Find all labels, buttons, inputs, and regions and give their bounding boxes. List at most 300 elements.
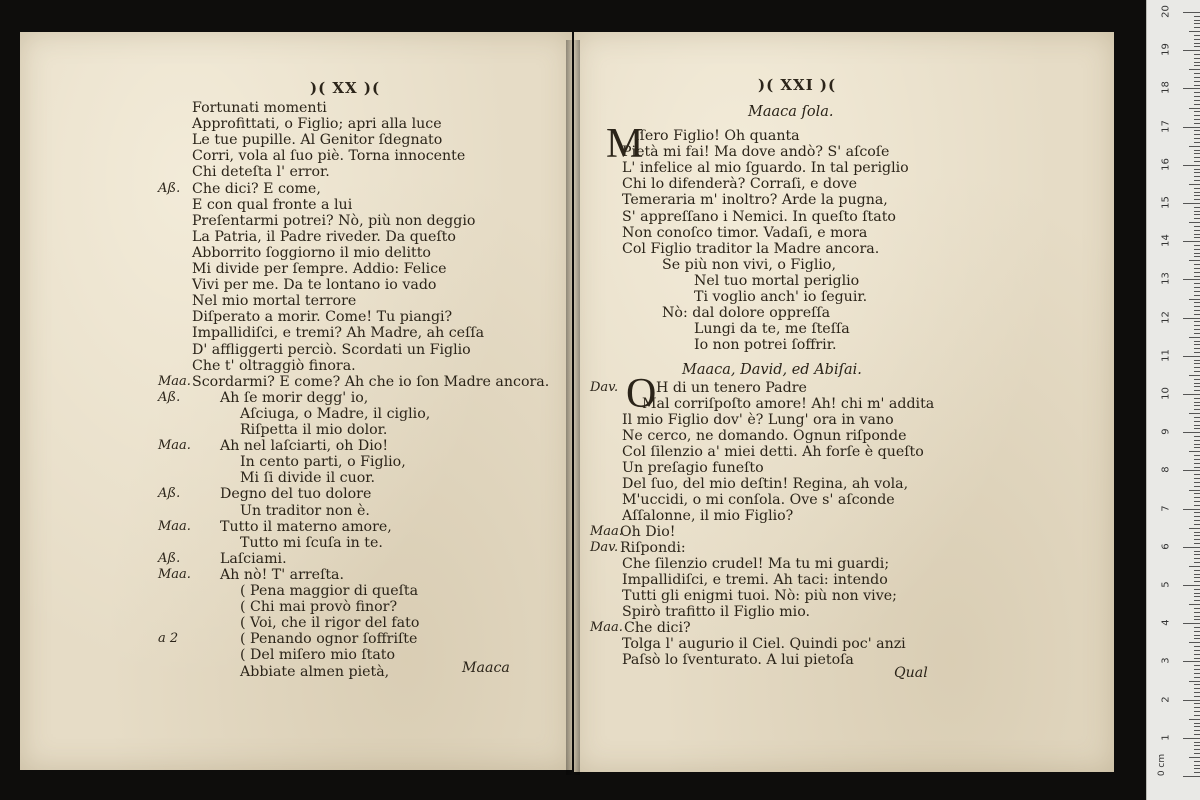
verse-line: Riſpetta il mio dolor. xyxy=(240,422,388,438)
verse-line: Tutto mi ſcuſa in te. xyxy=(240,534,383,551)
ruler-tick xyxy=(1194,638,1200,639)
ruler-tick xyxy=(1194,333,1200,334)
speaker-label: Aß. xyxy=(158,486,181,502)
ruler-tick xyxy=(1194,726,1200,727)
verse-line: Abbiate almen pietà, xyxy=(240,663,390,680)
verse-line: Nò: dal dolore oppreſſa xyxy=(662,305,831,322)
ruler-tick xyxy=(1194,688,1200,689)
verse-line: Temeraria m' inoltro? Arde la pugna, xyxy=(622,192,888,209)
ruler-tick xyxy=(1194,100,1200,101)
catchword: Maaca xyxy=(462,660,510,676)
ruler-tick xyxy=(1194,16,1200,17)
ruler-tick xyxy=(1194,188,1200,189)
ruler-tick xyxy=(1189,108,1200,109)
ruler-tick xyxy=(1194,272,1200,273)
ruler-tick xyxy=(1194,421,1200,422)
ruler-label: 9 xyxy=(1160,428,1172,435)
ruler-tick xyxy=(1194,501,1200,502)
ruler-tick xyxy=(1189,604,1200,605)
ruler-tick xyxy=(1189,757,1200,758)
verse-line: Mal corriſpoſto amore! Ah! chi m' addita xyxy=(642,396,935,412)
ruler-label: 7 xyxy=(1160,504,1172,512)
verse-line: La Patria, il Padre riveder. Da queſto xyxy=(192,228,456,245)
speaker-label: Dav. xyxy=(590,540,619,555)
verse-line: Il mio Figlio dov' è? Lung' ora in vano xyxy=(622,412,894,428)
ruler-tick xyxy=(1194,211,1200,212)
ruler-tick xyxy=(1194,195,1200,196)
ruler-tick xyxy=(1194,646,1200,647)
ruler-tick xyxy=(1194,459,1200,460)
ruler-tick xyxy=(1194,516,1200,517)
ruler-tick xyxy=(1183,88,1200,89)
ruler-tick xyxy=(1194,104,1200,105)
verse-line: E con qual fronte a lui xyxy=(192,196,353,213)
verse-line: Scordarmi? E come? Ah che io ſon Madre ancora. xyxy=(192,373,550,390)
verse-line: Chi lo difenderà? Corraſi, e dove xyxy=(622,176,858,193)
ruler-tick xyxy=(1194,264,1200,265)
ruler-tick xyxy=(1194,20,1200,21)
ruler-tick xyxy=(1194,371,1200,372)
verse-line: Nel tuo mortal periglio xyxy=(694,272,860,289)
scene-heading: Maaca, David, ed Abiſai. xyxy=(682,362,862,378)
ruler-tick xyxy=(1194,723,1200,724)
ruler-tick xyxy=(1194,348,1200,349)
ruler-tick xyxy=(1194,505,1200,506)
speaker-label: Maa. xyxy=(590,524,623,539)
ruler-tick xyxy=(1194,302,1200,303)
ruler-tick xyxy=(1189,681,1200,682)
ruler-tick xyxy=(1194,341,1200,342)
ruler-tick xyxy=(1183,470,1200,471)
ruler-label: 11 xyxy=(1160,348,1172,362)
ruler-tick xyxy=(1194,62,1200,63)
ruler-tick xyxy=(1194,520,1200,521)
verse-line: Iſero Figlio! Oh quanta xyxy=(634,128,800,144)
ruler-tick xyxy=(1194,256,1200,257)
ruler-tick xyxy=(1194,73,1200,74)
ruler-tick xyxy=(1194,447,1200,448)
ruler-tick xyxy=(1194,715,1200,716)
ruler-tick xyxy=(1194,344,1200,345)
ruler-tick xyxy=(1194,58,1200,59)
ruler-tick xyxy=(1183,279,1200,280)
verse-line: Un preſagio funeſto xyxy=(622,460,764,476)
ruler-label: 14 xyxy=(1160,234,1172,248)
ruler-tick xyxy=(1194,142,1200,143)
ruler-label: 8 xyxy=(1160,466,1172,474)
ruler-tick xyxy=(1194,54,1200,55)
verse-line: Spirò trafitto il Figlio mio. xyxy=(622,604,810,620)
ruler-tick xyxy=(1194,616,1200,617)
ruler-tick xyxy=(1194,635,1200,636)
ruler-tick xyxy=(1194,455,1200,456)
ruler-tick xyxy=(1194,436,1200,437)
verse-line: Diſperato a morir. Come! Tu piangi? xyxy=(192,309,453,326)
ruler-tick xyxy=(1183,700,1200,701)
verse-line: Tutto il materno amore, xyxy=(220,518,392,535)
verse-line: Mi divide per ſempre. Addio: Felice xyxy=(192,261,447,277)
verse-line: ( Chi mai provò finor? xyxy=(240,599,398,616)
ruler-tick xyxy=(1194,291,1200,292)
ruler-tick xyxy=(1183,738,1200,739)
ruler-tick xyxy=(1194,612,1200,613)
ruler-tick xyxy=(1194,180,1200,181)
ruler-tick xyxy=(1194,150,1200,151)
ruler-unit: 0 cm xyxy=(1156,753,1167,777)
ruler-tick xyxy=(1194,650,1200,651)
verse-line: Col Figlio traditor la Madre ancora. xyxy=(622,240,880,257)
ruler-tick xyxy=(1194,658,1200,659)
ruler-tick xyxy=(1194,673,1200,674)
ruler-tick xyxy=(1194,768,1200,769)
ruler-tick xyxy=(1194,138,1200,139)
ruler-tick xyxy=(1194,684,1200,685)
ruler-tick xyxy=(1183,547,1200,548)
ruler-tick xyxy=(1194,402,1200,403)
ruler-tick xyxy=(1194,115,1200,116)
ruler-tick xyxy=(1194,474,1200,475)
verse-line: Aſciuga, o Madre, il ciglio, xyxy=(240,405,431,422)
ruler-tick xyxy=(1194,749,1200,750)
ruler-tick xyxy=(1183,165,1200,166)
verse-line: Aſſalonne, il mio Figlio? xyxy=(622,508,794,524)
ruler-tick xyxy=(1183,776,1200,777)
verse-line: Tolga l' augurio il Ciel. Quindi poc' anzi xyxy=(622,636,906,652)
ruler-tick xyxy=(1194,677,1200,678)
ruler-tick xyxy=(1194,444,1200,445)
ruler-tick xyxy=(1189,451,1200,452)
ruler-label: 17 xyxy=(1160,119,1172,133)
ruler-tick xyxy=(1194,589,1200,590)
drop-cap: M xyxy=(606,121,644,167)
ruler-label: 13 xyxy=(1160,272,1172,286)
scene-heading: Maaca ſola. xyxy=(748,104,834,120)
ruler-tick xyxy=(1194,761,1200,762)
ruler-label: 1 xyxy=(1160,734,1172,741)
ruler-tick xyxy=(1189,146,1200,147)
right-page xyxy=(574,32,1114,772)
ruler-tick xyxy=(1189,375,1200,376)
speaker-label: Maa. xyxy=(158,438,191,454)
ruler-tick xyxy=(1194,539,1200,540)
ruler-tick xyxy=(1194,46,1200,47)
ruler-label: 20 xyxy=(1160,5,1172,18)
ruler-tick xyxy=(1194,169,1200,170)
ruler-tick xyxy=(1194,405,1200,406)
page-number: )( XX )( xyxy=(310,79,381,97)
verse-line: Chi deteſta l' error. xyxy=(192,164,330,181)
ruler-tick xyxy=(1194,654,1200,655)
ruler-tick xyxy=(1194,593,1200,594)
speaker-label: Aß. xyxy=(158,389,181,405)
ruler-tick xyxy=(1194,360,1200,361)
verse-line: In cento parti, o Figlio, xyxy=(240,454,406,471)
drop-cap: O xyxy=(626,371,657,417)
verse-line: Io non potrei ſoffrir. xyxy=(694,337,837,354)
ruler-tick xyxy=(1194,577,1200,578)
ruler-tick xyxy=(1194,734,1200,735)
ruler-tick xyxy=(1194,310,1200,311)
ruler-tick xyxy=(1183,318,1200,319)
verse-line: Approfittati, o Figlio; apri alla luce xyxy=(192,116,442,133)
verse-line: Ne cerco, ne domando. Ognun riſponde xyxy=(622,428,907,444)
ruler-tick xyxy=(1194,268,1200,269)
ruler-tick xyxy=(1194,512,1200,513)
speaker-label: a 2 xyxy=(158,631,179,647)
ruler-tick xyxy=(1194,253,1200,254)
ruler-label: 18 xyxy=(1160,81,1172,95)
ruler-label: 12 xyxy=(1160,310,1172,324)
book-gutter xyxy=(566,40,580,775)
verse-line: ( Voi, che il rigor del fato xyxy=(240,615,420,632)
ruler-tick xyxy=(1183,241,1200,242)
verse-line: L' infelice al mio ſguardo. In tal periglio xyxy=(622,160,909,177)
ruler-tick xyxy=(1194,554,1200,555)
ruler-tick xyxy=(1194,276,1200,277)
verse-line: Col ſilenzio a' miei detti. Ah forſe è queſto xyxy=(622,444,924,460)
ruler-tick xyxy=(1189,222,1200,223)
ruler-tick xyxy=(1194,581,1200,582)
ruler-tick xyxy=(1194,742,1200,743)
ruler-tick xyxy=(1194,535,1200,536)
ruler-tick xyxy=(1194,161,1200,162)
ruler-tick xyxy=(1194,43,1200,44)
ruler-tick xyxy=(1194,482,1200,483)
ruler-tick xyxy=(1194,226,1200,227)
ruler-tick xyxy=(1194,329,1200,330)
ruler-tick xyxy=(1189,299,1200,300)
ruler-tick xyxy=(1194,123,1200,124)
ruler-tick xyxy=(1183,432,1200,433)
ruler-tick xyxy=(1194,409,1200,410)
ruler-tick xyxy=(1189,528,1200,529)
ruler-tick xyxy=(1194,463,1200,464)
verse-line: Pietà mi fai! Ma dove andò? S' aſcoſe xyxy=(622,144,890,161)
verse-line: Tutti gli enigmi tuoi. Nò: più non vive; xyxy=(622,588,897,604)
ruler-tick xyxy=(1183,623,1200,624)
ruler-tick xyxy=(1194,134,1200,135)
verse-line: Ah nò! T' arreſta. xyxy=(220,566,344,583)
ruler-tick xyxy=(1194,306,1200,307)
ruler-label: 15 xyxy=(1160,196,1172,209)
ruler-tick xyxy=(1183,585,1200,586)
ruler-tick xyxy=(1183,12,1200,13)
ruler-tick xyxy=(1194,619,1200,620)
ruler-tick xyxy=(1194,92,1200,93)
verse-line: Oh Dio! xyxy=(620,524,676,540)
ruler-tick xyxy=(1189,260,1200,261)
ruler-tick xyxy=(1194,417,1200,418)
ruler-tick xyxy=(1194,77,1200,78)
ruler-tick xyxy=(1183,127,1200,128)
ruler-tick xyxy=(1194,570,1200,571)
ruler-tick xyxy=(1194,703,1200,704)
verse-line: Impallidiſci, e tremi? Ah Madre, ah ceſſa xyxy=(192,325,485,342)
ruler-tick xyxy=(1194,81,1200,82)
ruler-tick xyxy=(1194,237,1200,238)
verse-line: Se più non vivi, o Figlio, xyxy=(662,256,836,273)
ruler-tick xyxy=(1194,119,1200,120)
ruler-tick xyxy=(1194,363,1200,364)
ruler-tick xyxy=(1194,65,1200,66)
ruler-tick xyxy=(1194,390,1200,391)
ruler-tick xyxy=(1194,130,1200,131)
ruler-label: 6 xyxy=(1160,543,1172,550)
speaker-label: Maa. xyxy=(590,620,623,635)
ruler-tick xyxy=(1189,642,1200,643)
ruler-tick xyxy=(1194,600,1200,601)
ruler-tick xyxy=(1194,543,1200,544)
ruler-tick xyxy=(1189,31,1200,32)
ruler-tick xyxy=(1194,711,1200,712)
ruler-tick xyxy=(1194,214,1200,215)
ruler-tick xyxy=(1194,192,1200,193)
ruler-tick xyxy=(1194,562,1200,563)
ruler-tick xyxy=(1194,352,1200,353)
verse-line: Nel mio mortal terrore xyxy=(192,293,357,310)
ruler-tick xyxy=(1194,692,1200,693)
catchword: Qual xyxy=(894,665,928,681)
ruler-tick xyxy=(1194,27,1200,28)
ruler-tick xyxy=(1194,383,1200,384)
ruler-tick xyxy=(1194,765,1200,766)
ruler-tick xyxy=(1183,203,1200,204)
verse-line: Del ſuo, del mio deſtin! Regina, ah vola, xyxy=(622,476,909,492)
verse-line: Che t' oltraggiò finora. xyxy=(192,357,356,374)
ruler-tick xyxy=(1194,696,1200,697)
ruler-tick xyxy=(1194,172,1200,173)
ruler-tick xyxy=(1194,234,1200,235)
verse-line: Ah nel laſciarti, oh Dio! xyxy=(220,438,389,455)
ruler-tick xyxy=(1194,379,1200,380)
ruler-tick xyxy=(1183,661,1200,662)
ruler-tick xyxy=(1183,509,1200,510)
ruler-tick xyxy=(1183,50,1200,51)
ruler-tick xyxy=(1194,295,1200,296)
ruler-tick xyxy=(1194,497,1200,498)
ruler-tick xyxy=(1194,486,1200,487)
verse-line: Un traditor non è. xyxy=(240,502,370,519)
ruler-tick xyxy=(1189,566,1200,567)
ruler-label: 10 xyxy=(1160,387,1172,400)
verse-line: ( Pena maggior di queſta xyxy=(240,583,419,599)
ruler-tick xyxy=(1194,478,1200,479)
verse-line: Le tue pupille. Al Genitor ſdegnato xyxy=(192,132,443,149)
ruler-tick xyxy=(1194,745,1200,746)
verse-line: ( Penando ognor ſoffriſte xyxy=(240,631,418,648)
speaker-label: Aß. xyxy=(158,180,181,196)
verse-line: D' affliggerti perciò. Scordati un Figlio xyxy=(192,341,471,358)
ruler-tick xyxy=(1183,356,1200,357)
ruler-label: 4 xyxy=(1160,619,1172,626)
ruler-tick xyxy=(1194,627,1200,628)
verse-line: Ti voglio anch' io ſeguir. xyxy=(694,289,868,305)
ruler-tick xyxy=(1194,669,1200,670)
ruler-tick xyxy=(1189,184,1200,185)
ruler-tick xyxy=(1194,245,1200,246)
verse-line: Vivi per me. Da te lontano io vado xyxy=(192,277,437,294)
ruler-tick xyxy=(1194,321,1200,322)
verse-line: ( Del miſero mio ſtato xyxy=(240,647,396,664)
ruler-tick xyxy=(1189,337,1200,338)
verse-line: Che dici? E come, xyxy=(192,180,321,197)
ruler-tick xyxy=(1194,631,1200,632)
ruler-tick xyxy=(1189,69,1200,70)
ruler-tick xyxy=(1194,398,1200,399)
ruler-label: 3 xyxy=(1160,657,1172,665)
ruler-tick xyxy=(1194,730,1200,731)
speaker-label: Maa. xyxy=(158,566,191,582)
ruler-tick xyxy=(1189,719,1200,720)
ruler-tick xyxy=(1194,85,1200,86)
verse-line: Lungi da te, me ſteſſa xyxy=(694,321,850,338)
verse-line: Paſsò lo ſventurato. A lui pietoſa xyxy=(622,652,854,668)
ruler-tick xyxy=(1194,35,1200,36)
ruler-tick xyxy=(1183,394,1200,395)
ruler-tick xyxy=(1194,283,1200,284)
ruler-tick xyxy=(1194,287,1200,288)
ruler-tick xyxy=(1194,772,1200,773)
verse-line: Abborrito ſoggiorno il mio delitto xyxy=(192,244,431,261)
ruler-tick xyxy=(1189,490,1200,491)
ruler-tick xyxy=(1194,707,1200,708)
ruler-label: 16 xyxy=(1160,157,1172,171)
ruler-tick xyxy=(1194,665,1200,666)
verse-line: Corri, vola al ſuo piè. Torna innocente xyxy=(192,148,466,165)
verse-line: H di un tenero Padre xyxy=(656,380,807,396)
ruler-tick xyxy=(1194,176,1200,177)
ruler-tick xyxy=(1194,467,1200,468)
ruler-tick xyxy=(1194,153,1200,154)
ruler-tick xyxy=(1194,325,1200,326)
ruler-tick xyxy=(1194,551,1200,552)
verse-line: Laſciami. xyxy=(220,550,287,567)
verse-line: Impallidiſci, e tremi. Ah taci: intendo xyxy=(622,572,888,588)
ruler-tick xyxy=(1194,207,1200,208)
ruler-tick xyxy=(1194,440,1200,441)
ruler-tick xyxy=(1194,111,1200,112)
ruler-tick xyxy=(1194,596,1200,597)
left-page xyxy=(20,32,572,770)
verse-line: M'uccidi, o mi conſola. Ove s' aſconde xyxy=(622,492,895,508)
ruler-label: 2 xyxy=(1160,695,1172,703)
ruler-tick xyxy=(1194,23,1200,24)
ruler-tick xyxy=(1194,753,1200,754)
verse-line: Che ſilenzio crudel! Ma tu mi guardi; xyxy=(622,556,890,572)
verse-line: Che dici? xyxy=(624,620,691,636)
ruler-tick xyxy=(1194,558,1200,559)
ruler-tick xyxy=(1194,425,1200,426)
verse-line: Ah ſe morir degg' io, xyxy=(220,389,369,406)
ruler-tick xyxy=(1189,413,1200,414)
ruler-tick xyxy=(1194,428,1200,429)
verse-line: Non conoſco timor. Vadaſi, e mora xyxy=(622,224,868,241)
ruler-tick xyxy=(1194,367,1200,368)
ruler-tick xyxy=(1194,608,1200,609)
verse-line: Degno del tuo dolore xyxy=(220,486,372,503)
ruler-tick xyxy=(1194,199,1200,200)
ruler-tick xyxy=(1194,157,1200,158)
ruler-tick xyxy=(1194,524,1200,525)
speaker-label: Maa. xyxy=(158,373,191,389)
ruler-tick xyxy=(1194,218,1200,219)
page-number: )( XXI )( xyxy=(758,76,837,94)
verse-line: Preſentarmi potrei? Nò, più non deggio xyxy=(192,212,476,229)
ruler-tick xyxy=(1194,532,1200,533)
speaker-label: Dav. xyxy=(590,380,619,395)
verse-line: Fortunati momenti xyxy=(192,100,327,116)
verse-line: Mi ſi divide il cuor. xyxy=(240,470,375,487)
